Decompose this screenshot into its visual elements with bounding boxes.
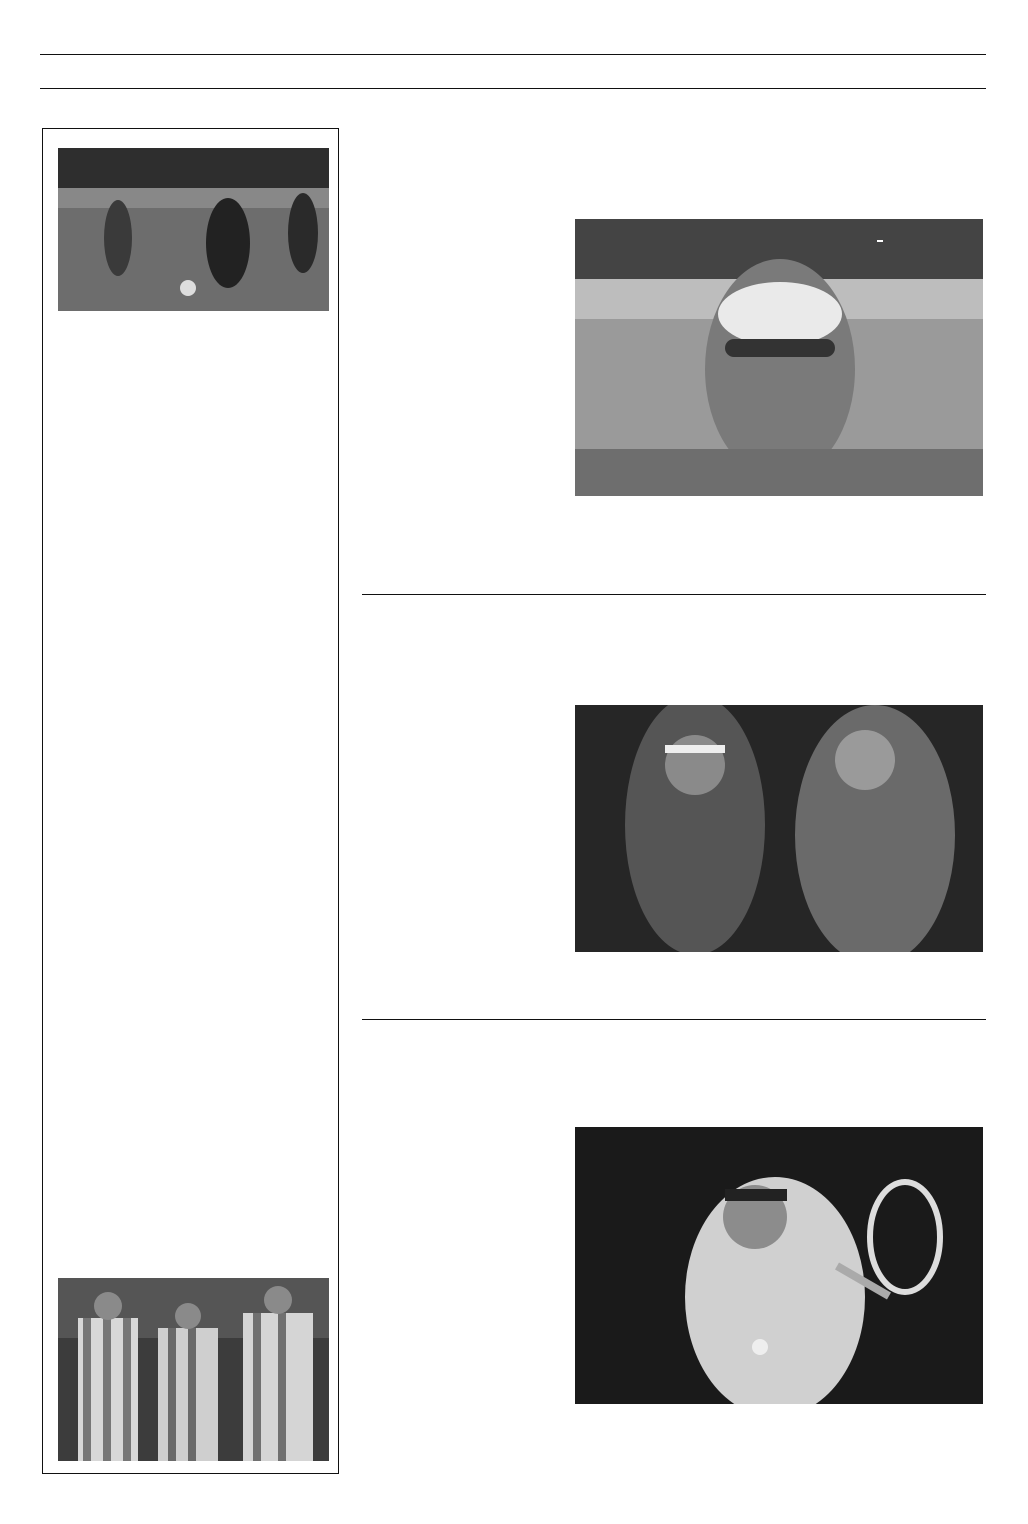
aek-match-photo [58,148,329,311]
federer-nadal-photo [575,705,983,952]
header-rule [40,88,986,89]
top-rule [40,54,986,55]
christou-swim-photo [575,219,983,496]
source-watermark [877,240,883,242]
sidebar-frame [42,128,339,1474]
section-rule-1 [362,594,986,595]
tsitsipas-photo [575,1127,983,1404]
pao-players-photo [58,1278,329,1461]
section-rule-2 [362,1019,986,1020]
